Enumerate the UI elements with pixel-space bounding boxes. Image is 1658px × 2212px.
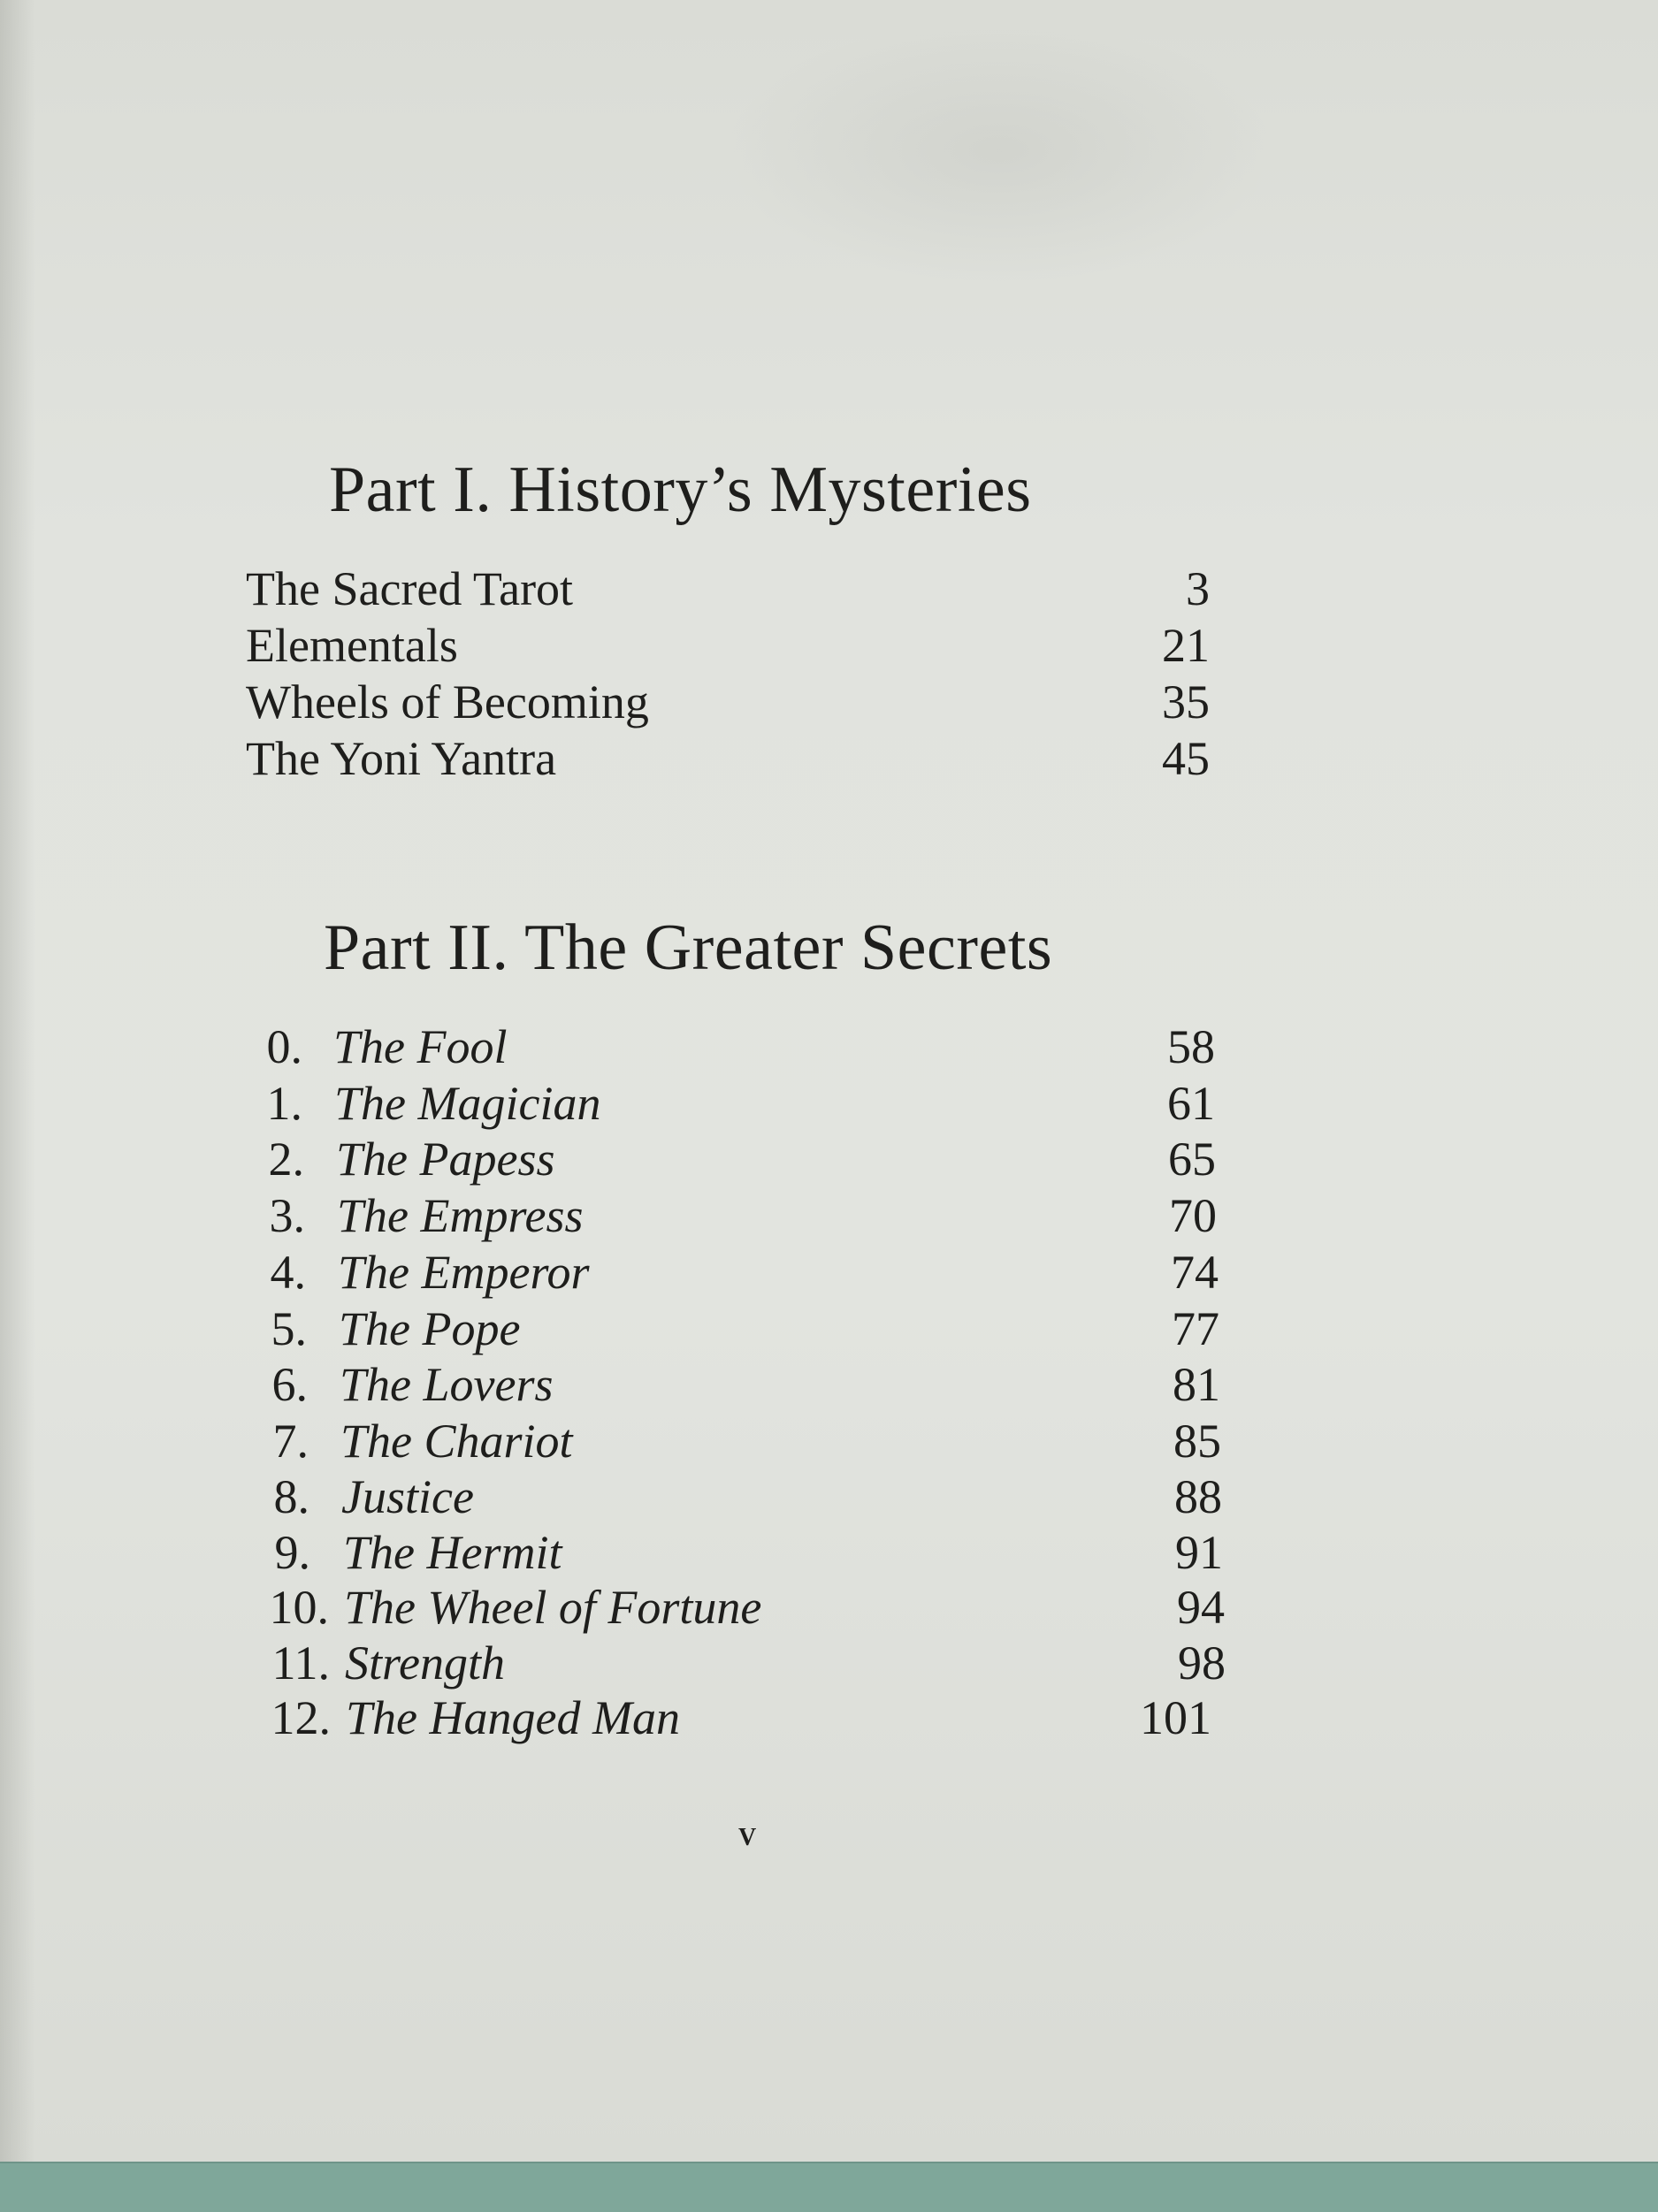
toc-entry-title: The Hermit: [343, 1526, 562, 1579]
toc-entry-page: 74: [1171, 1246, 1219, 1299]
toc-entry-number: 8.: [273, 1470, 309, 1523]
toc-entry-title: The Hanged Man: [346, 1691, 680, 1744]
toc-entry-number: 3.: [269, 1189, 305, 1242]
toc-entry-page: 101: [1140, 1691, 1211, 1744]
toc-entry-number: 6.: [271, 1358, 308, 1411]
toc-entry-page: 88: [1174, 1470, 1222, 1523]
toc-entry-page: 98: [1178, 1636, 1226, 1690]
toc-entry-number: 5.: [271, 1302, 307, 1355]
toc-entry-number: 0.: [266, 1020, 302, 1073]
toc-entry-number: 9.: [274, 1526, 310, 1579]
toc-entry-page: 3: [1186, 562, 1210, 615]
toc-entry-page: 81: [1173, 1358, 1220, 1411]
toc-entry-page: 45: [1162, 732, 1210, 785]
toc-entry-title: Elementals: [246, 619, 458, 672]
toc-entry-title: Strength: [345, 1636, 505, 1690]
toc-entry-page: 61: [1167, 1077, 1215, 1130]
toc-entry-page: 35: [1162, 675, 1210, 728]
part-2-heading: Part II. The Greater Secrets: [324, 911, 1053, 984]
toc-entry-number: 1.: [266, 1077, 302, 1130]
toc-entry-page: 94: [1177, 1581, 1225, 1634]
toc-entry-number: 10.: [269, 1581, 329, 1634]
toc-entry-title: The Magician: [334, 1077, 601, 1130]
toc-entry-title: The Empress: [337, 1189, 584, 1242]
toc-entry-page: 77: [1172, 1302, 1219, 1355]
background-surface: [0, 2162, 1658, 2212]
page-folio: v: [738, 1813, 757, 1853]
toc-entry-page: 85: [1173, 1415, 1221, 1468]
toc-entry-page: 70: [1169, 1189, 1217, 1242]
toc-entry-title: The Papess: [336, 1133, 555, 1186]
toc-entry-title: The Wheel of Fortune: [344, 1581, 762, 1634]
toc-entry-page: 58: [1167, 1020, 1215, 1073]
toc-entry-number: 7.: [272, 1415, 309, 1468]
toc-entry-number: 2.: [268, 1133, 304, 1186]
show-through-text: [725, 18, 1273, 283]
toc-entry-title: The Sacred Tarot: [246, 562, 574, 615]
toc-entry-number: 12.: [271, 1691, 331, 1744]
toc-entry-title: The Pope: [339, 1302, 521, 1355]
page-gutter-shadow: [0, 0, 35, 2162]
toc-entry-number: 11.: [271, 1636, 330, 1690]
toc-entry-page: 65: [1168, 1133, 1216, 1186]
toc-entry-title: The Fool: [333, 1020, 508, 1073]
toc-entry-title: The Emperor: [338, 1246, 590, 1299]
toc-entry-title: Justice: [341, 1470, 474, 1523]
part-1-heading: Part I. History’s Mysteries: [329, 454, 1032, 526]
toc-entry-page: 21: [1162, 619, 1210, 672]
toc-entry-title: The Yoni Yantra: [246, 732, 557, 785]
toc-entry-title: The Chariot: [340, 1415, 573, 1468]
toc-entry-title: Wheels of Becoming: [246, 675, 649, 728]
toc-entry-title: The Lovers: [340, 1358, 554, 1411]
toc-entry-number: 4.: [270, 1246, 306, 1299]
toc-entry-page: 91: [1175, 1526, 1223, 1579]
